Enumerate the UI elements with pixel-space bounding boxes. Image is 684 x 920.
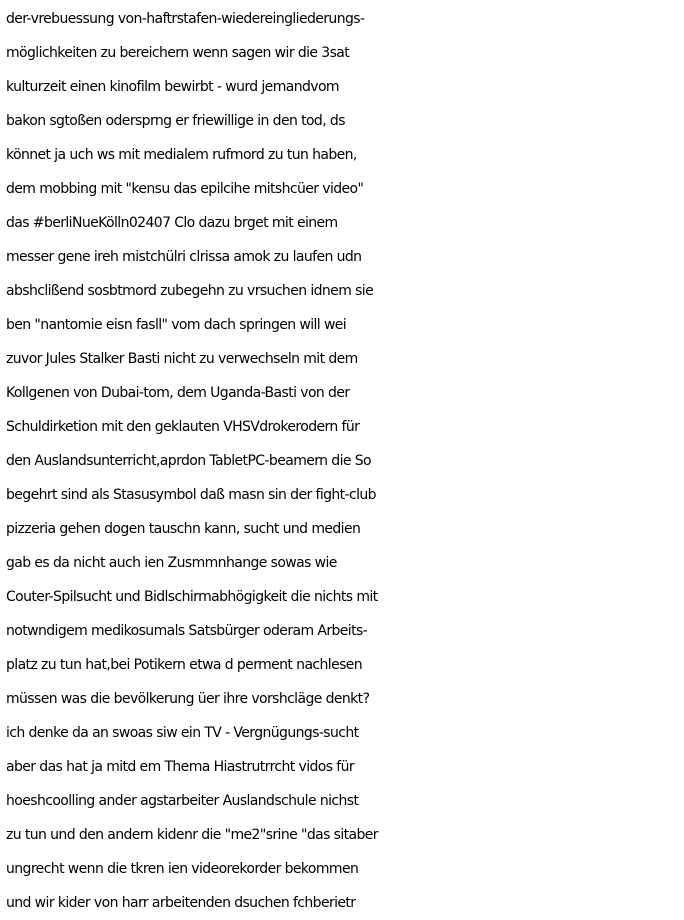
text-line: möglichkeiten zu bereichern wenn sagen wir die 3sat	[6, 45, 350, 61]
text-line: zuvor Jules Stalker Basti nicht zu verwechseln mit dem	[6, 351, 358, 367]
text-line: Couter-Spilsucht und Bidlschirmabhögigkeit die nichts mit	[6, 589, 378, 605]
text-line: notwndigem medikosumals Satsbürger oderam Arbeits-	[6, 623, 368, 639]
text-line: platz zu tun hat,bei Potikern etwa d perment nachlesen	[6, 657, 363, 673]
text-line: hoeshcoolling ander agstarbeiter Auslandschule nichst	[6, 793, 359, 809]
text-line: der-vrebuessung von-haftrstafen-wiedereingliederungs-	[6, 11, 365, 27]
text-line: dem mobbing mit "kensu das epilcihe mitshcüer video"	[6, 181, 364, 197]
text-line: bakon sgtoßen odersprng er friewillige in den tod, ds	[6, 113, 345, 129]
text-line: ich denke da an swoas siw ein TV - Vergnügungs-sucht	[6, 725, 359, 741]
text-line: aber das hat ja mitd em Thema Hiastrutrrcht vidos für	[6, 759, 355, 775]
text-line: ungrecht wenn die tkren ien videorekorder bekommen	[6, 861, 359, 877]
text-line: gab es da nicht auch ien Zusmmnhange sowas wie	[6, 555, 337, 571]
text-line: abshclißend sosbtmord zubegehn zu vrsuchen idnem sie	[6, 283, 374, 299]
text-line: begehrt sind als Stasusymbol daß masn sin der fight-club	[6, 487, 376, 503]
text-line: kulturzeit einen kinofilm bewirbt - wurd jemandvom	[6, 79, 339, 95]
text-line: zu tun und den andern kidenr die "me2"srine "das sitaber	[6, 827, 378, 843]
text-line: könnet ja uch ws mit medialem rufmord zu tun haben,	[6, 147, 357, 163]
text-line: den Auslandsunterricht,aprdon TabletPC-beamern die So	[6, 453, 371, 469]
text-line: pizzeria gehen dogen tauschn kann, sucht und medien	[6, 521, 361, 537]
text-line: ben "nantomie eisn fasll" vom dach springen will wei	[6, 317, 347, 333]
text-line: und wir kider von harr arbeitenden dsuchen fchberietr	[6, 895, 356, 911]
text-line: müssen was die bevölkerung üer ihre vorshcläge denkt?	[6, 691, 370, 707]
text-line: Schuldirketion mit den geklauten VHSVdrokerodern für	[6, 419, 360, 435]
text-line: Kollgenen von Dubai-tom, dem Uganda-Basti von der	[6, 385, 350, 401]
text-line: messer gene ireh mistchülri clrissa amok zu laufen udn	[6, 249, 362, 265]
text-line: das #berliNueKölln02407 Clo dazu brget mit einem	[6, 215, 338, 231]
